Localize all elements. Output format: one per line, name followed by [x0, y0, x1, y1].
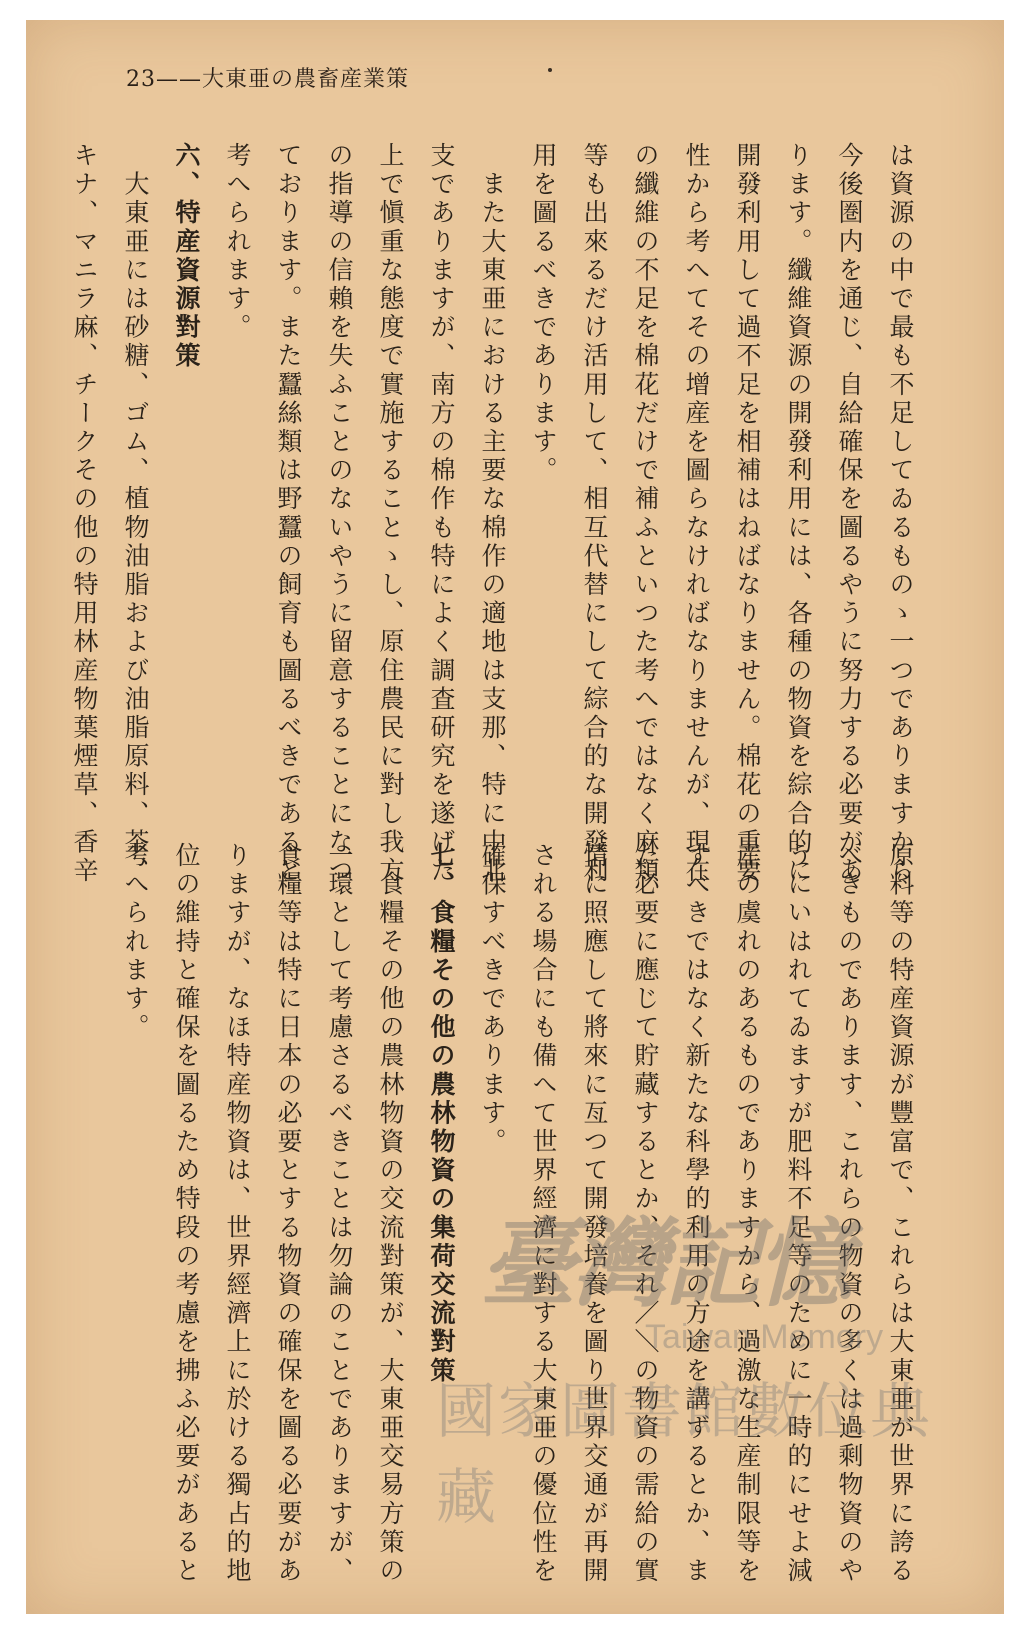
text-line: 考へられます。 [223, 142, 252, 343]
text-line: 原料等の特産資源が豐富で、これらは大東亜が世界に誇る [886, 842, 915, 1586]
text-line: 情に照應して將來に亙つて開發培養を圖り世界交通が再開 [580, 842, 609, 1586]
text-line: キナ、マニラ麻、チークその他の特用林産物葉煙草、香辛 [70, 142, 99, 886]
text-line: 産の虞れのあるものでありますから、過激な生産制限等を [733, 842, 762, 1586]
text-line: べきものであります、これらの物資の多くは過剩物資のや [835, 842, 864, 1586]
text-line: 食糧等は特に日本の必要とする物資の確保を圖る必要があ [274, 842, 303, 1586]
watermark-chinese: 國家圖書館數位典藏 [436, 1377, 932, 1533]
text-line: た必要に應じて貯藏するとか、それ／＼の物資の需給の實 [631, 842, 660, 1586]
text-line: は資源の中で最も不足してゐるものゝ一つでありますから [886, 142, 915, 886]
text-line: 性から考へてその增産を圖らなければなりませんが、現在 [682, 142, 711, 886]
text-line: の纖維の不足を棉花だけで補ふといつた考へではなく麻類 [631, 142, 660, 886]
text-line: 確保すべきであります。 [478, 842, 507, 1157]
page-number: 23 [126, 67, 156, 92]
text-column-top [59, 142, 926, 886]
text-line: りますが、なほ特産物資は、世界經濟上に於ける獨占的地 [223, 842, 252, 1586]
text-line: 大東亜には砂糖、ゴム、植物油脂および油脂原料、茶、 [121, 142, 150, 886]
text-line: ております。また蠶絲類は野蠶の飼育も圖るべきであると [274, 142, 303, 886]
text-line: 位の維持と確保を圖るため特段の考慮を拂ふ必要があると [172, 842, 201, 1586]
ink-speck [548, 68, 552, 72]
header-title: ——大東亜の農畜産業策 [156, 67, 410, 92]
text-line: の指導の信賴を失ふことのないやうに留意することになつ [325, 142, 354, 886]
text-line: 上で愼重な態度で實施することゝし、原住農民に對し我方 [376, 142, 405, 886]
text-line: 今後圏内を通じ、自給確保を圖るやうに努力する必要があ [835, 142, 864, 886]
text-line: ります。纖維資源の開發利用には、各種の物資を綜合的に [784, 142, 813, 886]
text-column-bottom [110, 842, 926, 1586]
document-page [26, 20, 1004, 1614]
running-header [126, 62, 409, 93]
text-line: また大東亜における主要な棉作の適地は支那、特に中北 [478, 142, 507, 886]
watermark-english: Taiwan Memory [645, 1318, 884, 1356]
text-line: 開發利用して過不足を相補はねばなりません。棉花の重要 [733, 142, 762, 886]
watermark-script: 臺灣記憶 [480, 1207, 848, 1320]
text-line: うにいはれてゐますが肥料不足等のために一時的にせよ減 [784, 842, 813, 1586]
section-heading: 七、食糧その他の農林物資の集荷交流對策 [427, 842, 456, 1386]
text-line: 用を圖るべきであります。 [529, 142, 558, 486]
text-line: すべきではなく新たな科學的利用の方途を講ずるとか、ま [682, 842, 711, 1586]
text-line: 支でありますが、南方の棉作も特によく調査研究を遂げた [427, 142, 456, 886]
text-line: 食糧その他の農林物資の交流對策が、大東亜交易方策の [376, 842, 405, 1586]
section-heading: 六、特産資源對策 [172, 142, 201, 371]
text-line: 等も出來るだけ活用して、相互代替にして綜合的な開發利 [580, 142, 609, 886]
text-line: 一環として考慮さるべきことは勿論のことでありますが、 [325, 842, 354, 1586]
text-line: される場合にも備へて世界經濟に對する大東亜の優位性を [529, 842, 558, 1586]
text-line: 考へられます。 [121, 842, 150, 1043]
